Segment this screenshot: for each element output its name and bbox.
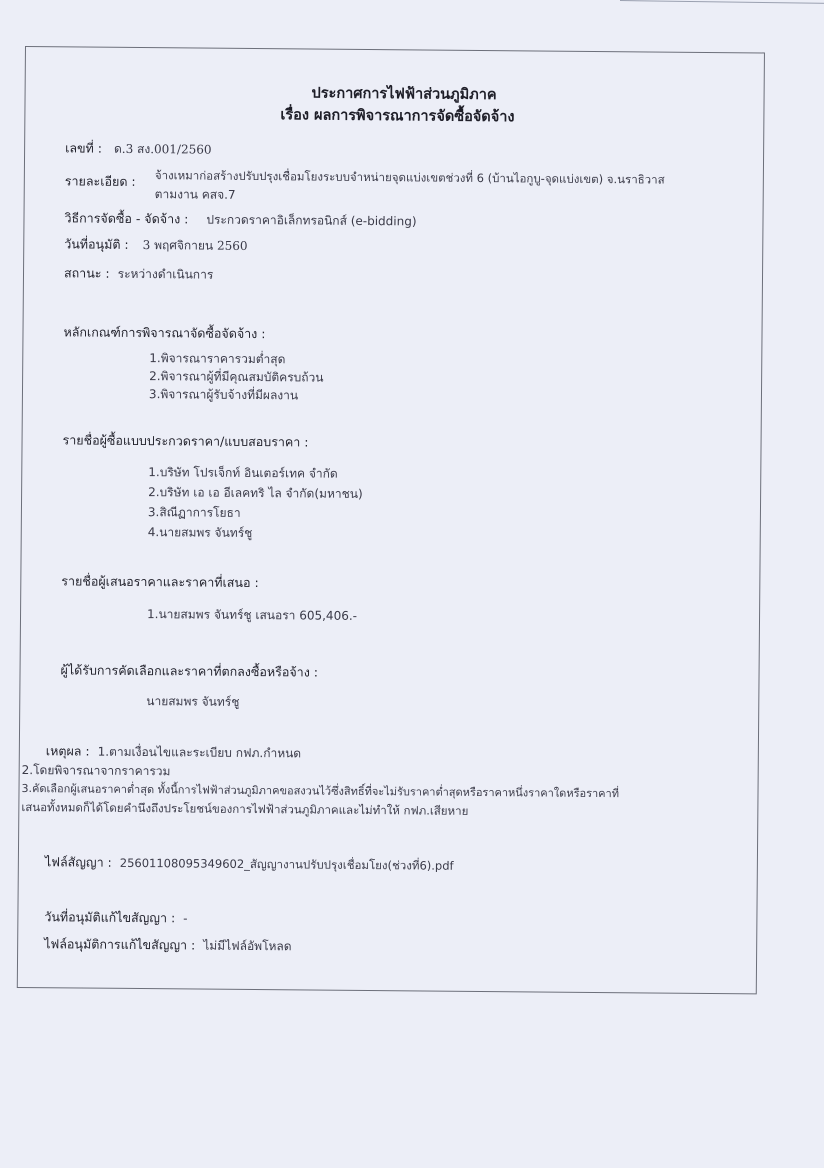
announcement-subject: เรื่อง ผลการพิจารณาการจัดซื้อจัดจ้าง — [280, 107, 515, 126]
bidder-item: 4.นายสมพร จันทร์ชู — [147, 525, 253, 541]
amend-date-label: วันที่อนุมัติแก้ไขสัญญา : — [44, 909, 176, 926]
offers-heading: รายชื่อผู้เสนอราคาและราคาที่เสนอ : — [61, 573, 259, 591]
reason-line-2: 2.โดยพิจารณาจากราคารวม — [21, 762, 171, 779]
bidders-heading: รายชื่อผู้ซื้อแบบประกวดราคา/แบบสอบราคา : — [62, 432, 309, 450]
number-value: ด.3 สง.001/2560 — [113, 141, 212, 157]
approval-date-label: วันที่อนุมัติ : — [64, 236, 129, 252]
reason-line-4: เสนอทั้งหมดก็ได้โดยคำนึงถึงประโยชน์ของการไฟฟ้าส่วนภูมิภาคและไม่ทำให้ กฟภ.เสียหาย — [21, 799, 469, 818]
offer-item: 1.นายสมพร จันทร์ชู เสนอรา 605,406.- — [146, 607, 358, 623]
criteria-item: 1.พิจารณาราคารวมต่ำสุด — [149, 351, 286, 367]
reason-row — [46, 743, 301, 761]
amend-date-row — [44, 909, 187, 926]
announcement-frame — [17, 46, 765, 994]
criteria-heading: หลักเกณฑ์การพิจารณาจัดซื้อจัดจ้าง : — [63, 324, 266, 342]
number-row — [65, 140, 212, 157]
status-row — [64, 265, 213, 282]
amend-file-row — [44, 936, 292, 954]
bidder-item: 3.สิณีฏาการโยธา — [147, 505, 241, 520]
scan-page-edge — [620, 0, 824, 5]
bidder-item: 1.บริษัท โปรเจ็กท์ อินเตอร์เทค จำกัด — [148, 465, 338, 481]
contract-file-value: 25601108095349602_สัญญางานปรับปรุงเชื่อมโยง(ช่วงที่6).pdf — [119, 855, 454, 873]
amend-date-value: - — [183, 911, 188, 926]
approval-date-value: 3 พฤศจิกายน 2560 — [142, 238, 248, 253]
status-value: ระหว่างดำเนินการ — [117, 266, 214, 282]
number-label: เลขที่ : — [65, 140, 103, 156]
contract-file-row — [45, 854, 454, 874]
criteria-item: 2.พิจารณาผู้ที่มีคุณสมบัติครบถ้วน — [149, 369, 324, 385]
detail-line-2: ตามงาน คสจ.7 — [154, 187, 236, 202]
selected-value: นายสมพร จันทร์ชู — [146, 694, 240, 709]
bidder-item: 2.บริษัท เอ เอ อีเลคทริ ไล จำกัด(มหาชน) — [148, 485, 363, 501]
criteria-item: 3.พิจารณาผู้รับจ้างที่มีผลงาน — [148, 387, 299, 403]
reason-line-1: 1.ตามเงื่อนไขและระเบียบ กฟภ.กำหนด — [97, 744, 302, 761]
detail-label: รายละเอียด : — [64, 173, 136, 189]
amend-file-value: ไม่มีไฟล์อัพโหลด — [203, 938, 292, 954]
method-label: วิธีการจัดซื้อ - จัดจ้าง : — [64, 210, 189, 227]
status-label: สถานะ : — [63, 265, 110, 281]
method-row — [64, 210, 416, 229]
selected-heading: ผู้ได้รับการคัดเลือกและราคาที่ตกลงซื้อหรือจ้าง : — [60, 662, 319, 680]
approval-date-row — [64, 236, 247, 254]
detail-line-1: จ้างเหมาก่อสร้างปรับปรุงเชื่อมโยงระบบจำหน่ายจุดแบ่งเขตช่วงที่ 6 (บ้านไอกูบู-จุดแบ่งเขต) จ.นราธิวาส — [154, 168, 665, 187]
method-value: ประกวดราคาอิเล็กทรอนิกส์ (e-bidding) — [206, 212, 417, 229]
announcement-title: ประกาศการไฟฟ้าส่วนภูมิภาค — [311, 85, 497, 104]
contract-file-label: ไฟล์สัญญา : — [44, 854, 112, 870]
reason-label: เหตุผล : — [45, 743, 90, 759]
reason-line-3: 3.คัดเลือกผู้เสนอราคาต่ำสุด ทั้งนี้การไฟฟ้าส่วนภูมิภาคขอสงวนไว้ซึ่งสิทธิ์ที่จะไม่รับราคาต่ำสุดหรือราคาหนึ่งราคาใดหรือราคาที่ — [21, 781, 620, 801]
amend-file-label: ไฟล์อนุมัติการแก้ไขสัญญา : — [44, 936, 196, 953]
